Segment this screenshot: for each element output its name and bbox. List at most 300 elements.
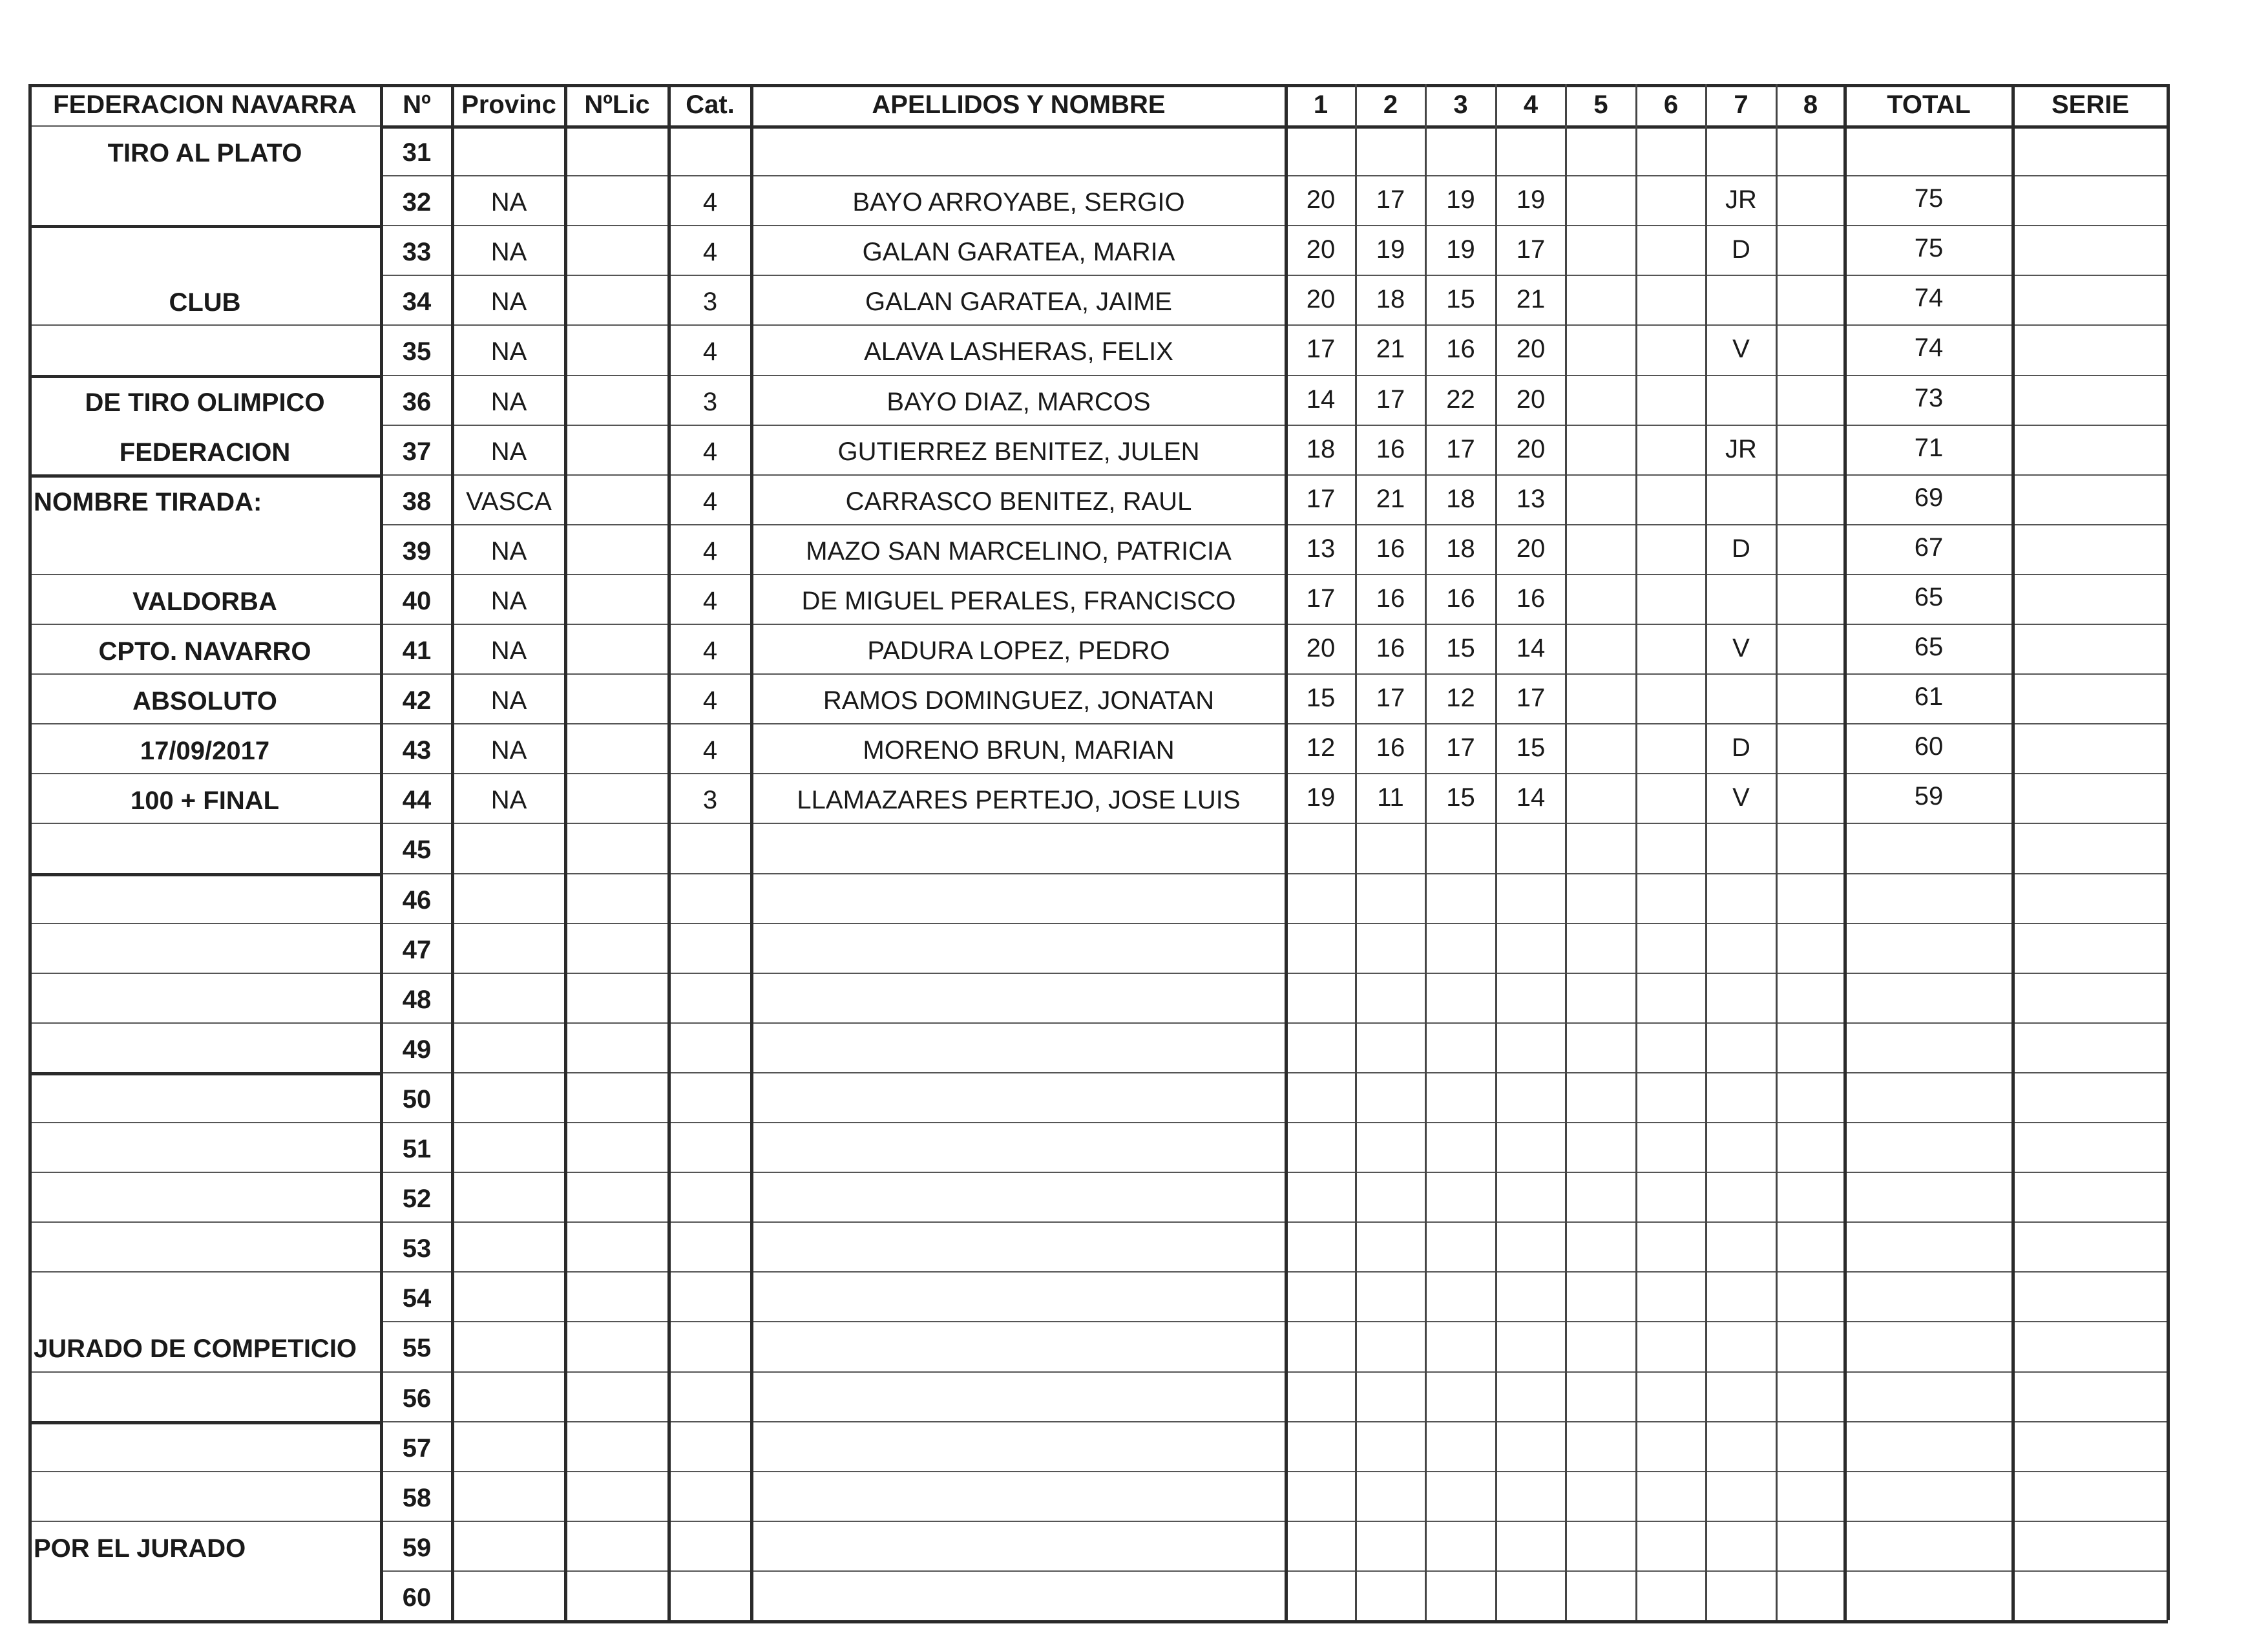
row-score-7 <box>1706 1573 1776 1618</box>
row-nlic <box>565 430 669 474</box>
row-score-1 <box>1286 1274 1356 1318</box>
row-nlic <box>565 1077 669 1122</box>
row-divider <box>381 1221 2168 1223</box>
row-number: 37 <box>402 437 432 466</box>
row-score-2: 16 <box>1376 734 1405 763</box>
row-serie <box>2013 226 2168 271</box>
row-nlic <box>565 928 669 973</box>
row-cat: 4 <box>702 437 718 466</box>
row-number: 59 <box>402 1533 432 1562</box>
col-header-provinc: Provinc <box>461 90 556 119</box>
col-header-s5: 5 <box>1593 90 1608 119</box>
row-score-7 <box>1706 1224 1776 1269</box>
row-score-4 <box>1496 1474 1566 1518</box>
row-nlic <box>565 1127 669 1172</box>
row-divider <box>381 375 2168 376</box>
row-score-5 <box>1566 576 1636 621</box>
row-serie <box>2013 1273 2168 1317</box>
row-score-8 <box>1776 1125 1845 1169</box>
row-score-8 <box>1776 876 1845 920</box>
row-score-8 <box>1776 427 1845 472</box>
row-name: GALAN GARATEA, MARIA <box>862 238 1175 267</box>
row-serie <box>2013 575 2168 620</box>
row-score-2: 11 <box>1377 783 1404 812</box>
row-serie <box>2013 1322 2168 1367</box>
row-name <box>751 828 1286 872</box>
left-panel-divider <box>28 1022 381 1024</box>
row-name <box>751 1326 1286 1371</box>
column-divider <box>750 84 753 1620</box>
row-name <box>751 131 1286 175</box>
row-total: 71 <box>1914 433 1944 462</box>
row-divider <box>381 1421 2168 1422</box>
row-score-2: 21 <box>1376 335 1405 364</box>
row-score-4 <box>1496 1224 1566 1269</box>
row-score-5 <box>1566 1324 1636 1368</box>
row-nlic <box>565 1227 669 1271</box>
row-score-8 <box>1776 178 1845 222</box>
row-provinc <box>452 1377 565 1421</box>
row-score-7: V <box>1732 783 1750 812</box>
row-score-5 <box>1566 1075 1636 1119</box>
row-score-4: 17 <box>1516 235 1546 264</box>
row-provinc <box>452 1476 565 1521</box>
row-nlic <box>565 1526 669 1570</box>
left-panel-label: JURADO DE COMPETICIO <box>34 1335 357 1364</box>
row-score-3 <box>1425 1424 1496 1468</box>
row-score-7: D <box>1732 734 1750 763</box>
row-score-4: 20 <box>1516 335 1546 364</box>
row-number: 35 <box>402 337 432 366</box>
row-score-8 <box>1776 477 1845 522</box>
row-provinc: NA <box>490 637 527 666</box>
row-score-1: 20 <box>1306 235 1336 264</box>
row-nlic <box>565 131 669 175</box>
row-total: 69 <box>1914 483 1944 512</box>
row-number: 51 <box>402 1135 432 1164</box>
row-score-1 <box>1286 1025 1356 1070</box>
row-score-1: 14 <box>1306 385 1336 414</box>
col-header-serie: SERIE <box>2051 90 2130 119</box>
row-number: 47 <box>402 935 432 964</box>
row-score-2 <box>1356 1174 1425 1219</box>
left-panel-block-border <box>28 225 381 228</box>
row-total: 65 <box>1914 633 1944 662</box>
row-score-7 <box>1706 1274 1776 1318</box>
col-header-s3: 3 <box>1453 90 1468 119</box>
row-provinc: VASCA <box>466 487 552 516</box>
column-divider <box>667 84 671 1620</box>
column-divider <box>1355 84 1357 1620</box>
row-name <box>751 1476 1286 1521</box>
row-divider <box>381 574 2168 575</box>
row-divider <box>381 1471 2168 1472</box>
row-score-3 <box>1425 975 1496 1020</box>
row-score-3 <box>1425 1224 1496 1269</box>
row-total <box>1845 127 2013 171</box>
row-divider <box>381 1172 2168 1173</box>
left-panel-label: TIRO AL PLATO <box>107 139 302 168</box>
row-score-3 <box>1425 925 1496 970</box>
row-cat <box>669 1177 751 1221</box>
row-total: 60 <box>1914 732 1944 761</box>
row-nlic <box>565 978 669 1022</box>
row-serie <box>2013 1024 2168 1068</box>
row-score-7 <box>1706 576 1776 621</box>
row-total: 59 <box>1914 782 1944 811</box>
row-score-5 <box>1566 1125 1636 1169</box>
row-score-7 <box>1706 1523 1776 1568</box>
row-score-4: 20 <box>1516 534 1546 563</box>
row-score-8 <box>1776 277 1845 322</box>
row-divider <box>381 1521 2168 1522</box>
row-score-1 <box>1286 1174 1356 1219</box>
row-score-6 <box>1636 726 1706 770</box>
row-score-6 <box>1636 1174 1706 1219</box>
row-score-2 <box>1356 128 1425 173</box>
row-score-1: 17 <box>1306 335 1336 364</box>
left-panel-block-border <box>28 474 381 478</box>
row-score-6 <box>1636 1523 1706 1568</box>
row-score-5 <box>1566 925 1636 970</box>
row-name <box>751 1426 1286 1471</box>
row-nlic <box>565 380 669 425</box>
row-score-1: 13 <box>1306 534 1336 563</box>
row-score-7: D <box>1732 235 1750 264</box>
row-score-5 <box>1566 1274 1636 1318</box>
row-serie <box>2013 1522 2168 1567</box>
row-score-3: 16 <box>1446 335 1475 364</box>
row-serie <box>2013 1173 2168 1218</box>
left-panel-divider <box>28 1371 381 1373</box>
left-panel-divider <box>28 723 381 724</box>
row-score-3 <box>1425 876 1496 920</box>
row-divider <box>381 873 2168 874</box>
row-provinc: NA <box>490 686 527 715</box>
row-score-2 <box>1356 925 1425 970</box>
row-score-3 <box>1425 128 1496 173</box>
row-score-3: 17 <box>1446 734 1475 763</box>
row-provinc: NA <box>490 188 527 217</box>
row-nlic <box>565 480 669 524</box>
row-score-8 <box>1776 1374 1845 1419</box>
row-number: 57 <box>402 1433 432 1463</box>
row-score-8 <box>1776 527 1845 571</box>
row-score-6 <box>1636 1125 1706 1169</box>
row-score-4 <box>1496 1125 1566 1169</box>
row-score-5 <box>1566 726 1636 770</box>
col-header-nlic: NºLic <box>584 90 650 119</box>
row-nlic <box>565 828 669 872</box>
column-divider <box>2011 84 2015 1620</box>
row-name: PADURA LOPEZ, PEDRO <box>867 637 1170 666</box>
row-divider <box>381 973 2168 974</box>
left-panel-divider <box>28 773 381 774</box>
row-serie <box>2013 924 2168 969</box>
row-score-3: 22 <box>1446 385 1475 414</box>
row-score-5 <box>1566 1025 1636 1070</box>
row-name <box>751 1127 1286 1172</box>
row-score-5 <box>1566 776 1636 820</box>
row-number: 43 <box>402 736 432 765</box>
row-number: 42 <box>402 686 432 715</box>
row-score-7 <box>1706 1075 1776 1119</box>
row-score-7 <box>1706 676 1776 721</box>
row-name <box>751 878 1286 923</box>
column-divider <box>1425 84 1427 1620</box>
row-name <box>751 1377 1286 1421</box>
row-provinc: NA <box>490 586 527 615</box>
row-score-6 <box>1636 1374 1706 1419</box>
row-score-5 <box>1566 327 1636 372</box>
row-score-1: 20 <box>1306 185 1336 215</box>
row-serie <box>2013 1373 2168 1417</box>
row-name: CARRASCO BENITEZ, RAUL <box>845 487 1192 516</box>
row-cat: 4 <box>702 487 718 516</box>
col-header-s8: 8 <box>1803 90 1818 119</box>
row-total <box>1845 924 2013 969</box>
row-score-1 <box>1286 1523 1356 1568</box>
row-score-2: 16 <box>1376 584 1405 613</box>
left-panel-divider <box>28 1221 381 1223</box>
row-score-6 <box>1636 1474 1706 1518</box>
row-score-3: 19 <box>1446 185 1475 215</box>
row-score-8 <box>1776 975 1845 1020</box>
left-border <box>28 84 32 1620</box>
row-score-6 <box>1636 227 1706 272</box>
row-divider <box>381 1122 2168 1123</box>
row-score-2 <box>1356 1125 1425 1169</box>
row-provinc <box>452 1526 565 1570</box>
row-score-2: 18 <box>1376 285 1405 314</box>
row-score-3: 15 <box>1446 783 1475 812</box>
row-nlic <box>565 1377 669 1421</box>
row-total <box>1845 974 2013 1019</box>
row-score-1 <box>1286 1573 1356 1618</box>
row-score-8 <box>1776 1474 1845 1518</box>
row-score-7 <box>1706 925 1776 970</box>
row-score-3: 16 <box>1446 584 1475 613</box>
row-total <box>1845 1223 2013 1267</box>
col-header-s6: 6 <box>1663 90 1679 119</box>
row-score-8 <box>1776 825 1845 870</box>
row-score-2 <box>1356 825 1425 870</box>
row-score-8 <box>1776 227 1845 272</box>
row-score-1 <box>1286 1324 1356 1368</box>
row-name <box>751 1077 1286 1122</box>
row-number: 32 <box>402 188 432 217</box>
row-score-5 <box>1566 227 1636 272</box>
row-score-2 <box>1356 876 1425 920</box>
row-divider <box>381 225 2168 226</box>
row-nlic <box>565 529 669 574</box>
column-divider <box>1495 84 1497 1620</box>
row-cat: 3 <box>702 387 718 416</box>
row-score-2 <box>1356 1424 1425 1468</box>
row-score-1: 19 <box>1306 783 1336 812</box>
row-score-5 <box>1566 1374 1636 1419</box>
row-total <box>1845 874 2013 919</box>
row-provinc <box>452 978 565 1022</box>
row-score-8 <box>1776 1523 1845 1568</box>
left-panel-label: 100 + FINAL <box>130 787 280 816</box>
row-score-7 <box>1706 277 1776 322</box>
row-serie <box>2013 1123 2168 1168</box>
row-score-4: 17 <box>1516 684 1546 713</box>
row-cat <box>669 928 751 973</box>
left-panel-divider <box>28 673 381 675</box>
column-divider <box>1285 84 1288 1620</box>
row-nlic <box>565 230 669 275</box>
row-score-5 <box>1566 178 1636 222</box>
row-serie <box>2013 276 2168 321</box>
row-cat <box>669 131 751 175</box>
column-divider <box>1565 84 1567 1620</box>
row-number: 33 <box>402 238 432 267</box>
row-number: 52 <box>402 1185 432 1214</box>
row-total <box>1845 1024 2013 1068</box>
row-score-4 <box>1496 1274 1566 1318</box>
row-divider <box>381 1371 2168 1373</box>
row-provinc <box>452 928 565 973</box>
row-total: 65 <box>1914 582 1944 611</box>
row-provinc: NA <box>490 288 527 317</box>
left-panel-divider <box>28 574 381 575</box>
row-score-2: 16 <box>1376 534 1405 563</box>
row-provinc: NA <box>490 238 527 267</box>
row-nlic <box>565 1326 669 1371</box>
row-divider <box>381 723 2168 724</box>
row-score-6 <box>1636 327 1706 372</box>
row-score-6 <box>1636 676 1706 721</box>
row-score-1: 15 <box>1306 684 1336 713</box>
row-score-3: 18 <box>1446 484 1475 513</box>
left-panel-block-border <box>28 375 381 378</box>
row-cat <box>669 1227 751 1271</box>
left-panel-divider <box>28 973 381 974</box>
row-score-7: V <box>1732 335 1750 364</box>
row-cat <box>669 1028 751 1072</box>
row-score-6 <box>1636 377 1706 422</box>
row-cat: 4 <box>702 337 718 366</box>
row-score-5 <box>1566 477 1636 522</box>
row-score-2: 19 <box>1376 235 1405 264</box>
column-divider <box>1635 84 1637 1620</box>
row-cat: 4 <box>702 586 718 615</box>
left-panel-divider <box>28 1172 381 1173</box>
row-score-4 <box>1496 1523 1566 1568</box>
row-score-3: 15 <box>1446 634 1475 663</box>
row-name: GALAN GARATEA, JAIME <box>865 288 1172 317</box>
row-total <box>1845 1123 2013 1168</box>
row-score-6 <box>1636 1224 1706 1269</box>
row-total <box>1845 1173 2013 1218</box>
row-score-8 <box>1776 377 1845 422</box>
row-score-5 <box>1566 1424 1636 1468</box>
row-score-7 <box>1706 876 1776 920</box>
row-score-7 <box>1706 128 1776 173</box>
row-score-2 <box>1356 1224 1425 1269</box>
row-score-1 <box>1286 1474 1356 1518</box>
row-score-5 <box>1566 427 1636 472</box>
row-score-1: 20 <box>1306 634 1336 663</box>
row-serie <box>2013 326 2168 370</box>
row-divider <box>381 624 2168 625</box>
row-total: 61 <box>1914 682 1944 712</box>
left-panel-top-border <box>28 84 381 87</box>
row-score-3 <box>1425 825 1496 870</box>
row-number: 40 <box>402 586 432 615</box>
row-score-6 <box>1636 1424 1706 1468</box>
row-score-6 <box>1636 576 1706 621</box>
row-score-2: 16 <box>1376 634 1405 663</box>
row-serie <box>2013 1422 2168 1467</box>
row-serie <box>2013 525 2168 570</box>
col-header-s4: 4 <box>1523 90 1538 119</box>
row-score-2 <box>1356 1025 1425 1070</box>
row-score-7 <box>1706 477 1776 522</box>
left-panel-label: NOMBRE TIRADA: <box>34 487 262 516</box>
row-nlic <box>565 1177 669 1221</box>
row-score-3 <box>1425 1573 1496 1618</box>
row-nlic <box>565 280 669 324</box>
row-score-5 <box>1566 825 1636 870</box>
row-cat <box>669 878 751 923</box>
left-panel-label: FEDERACION <box>119 438 291 467</box>
row-cat: 3 <box>702 786 718 815</box>
row-score-3 <box>1425 1025 1496 1070</box>
left-panel-block-border <box>28 1421 381 1424</box>
row-score-8 <box>1776 776 1845 820</box>
row-divider <box>381 1271 2168 1273</box>
row-score-5 <box>1566 277 1636 322</box>
column-divider <box>1843 84 1847 1620</box>
row-score-3 <box>1425 1125 1496 1169</box>
row-divider <box>381 1022 2168 1024</box>
row-score-2 <box>1356 1374 1425 1419</box>
row-score-6 <box>1636 975 1706 1020</box>
left-panel-divider <box>28 823 381 824</box>
column-divider <box>380 84 383 1620</box>
column-divider <box>451 84 454 1620</box>
row-score-7: D <box>1732 534 1750 563</box>
row-score-4: 20 <box>1516 385 1546 414</box>
row-name <box>751 1526 1286 1570</box>
row-divider <box>381 1072 2168 1073</box>
row-score-7 <box>1706 975 1776 1020</box>
col-header-total: TOTAL <box>1887 90 1971 119</box>
row-score-1 <box>1286 975 1356 1020</box>
row-divider <box>381 474 2168 476</box>
row-provinc <box>452 1127 565 1172</box>
row-score-4: 19 <box>1516 185 1546 215</box>
row-cat <box>669 1326 751 1371</box>
col-header-name: APELLIDOS Y NOMBRE <box>872 90 1166 119</box>
column-divider <box>564 84 567 1620</box>
row-score-6 <box>1636 128 1706 173</box>
row-divider <box>381 275 2168 276</box>
row-nlic <box>565 1028 669 1072</box>
row-score-1 <box>1286 1374 1356 1419</box>
row-score-4: 20 <box>1516 434 1546 463</box>
row-score-2 <box>1356 1075 1425 1119</box>
row-score-4: 13 <box>1516 484 1546 513</box>
row-name: LLAMAZARES PERTEJO, JOSE LUIS <box>797 786 1241 815</box>
row-score-8 <box>1776 626 1845 671</box>
row-score-2 <box>1356 1274 1425 1318</box>
row-score-6 <box>1636 527 1706 571</box>
row-score-1 <box>1286 1125 1356 1169</box>
